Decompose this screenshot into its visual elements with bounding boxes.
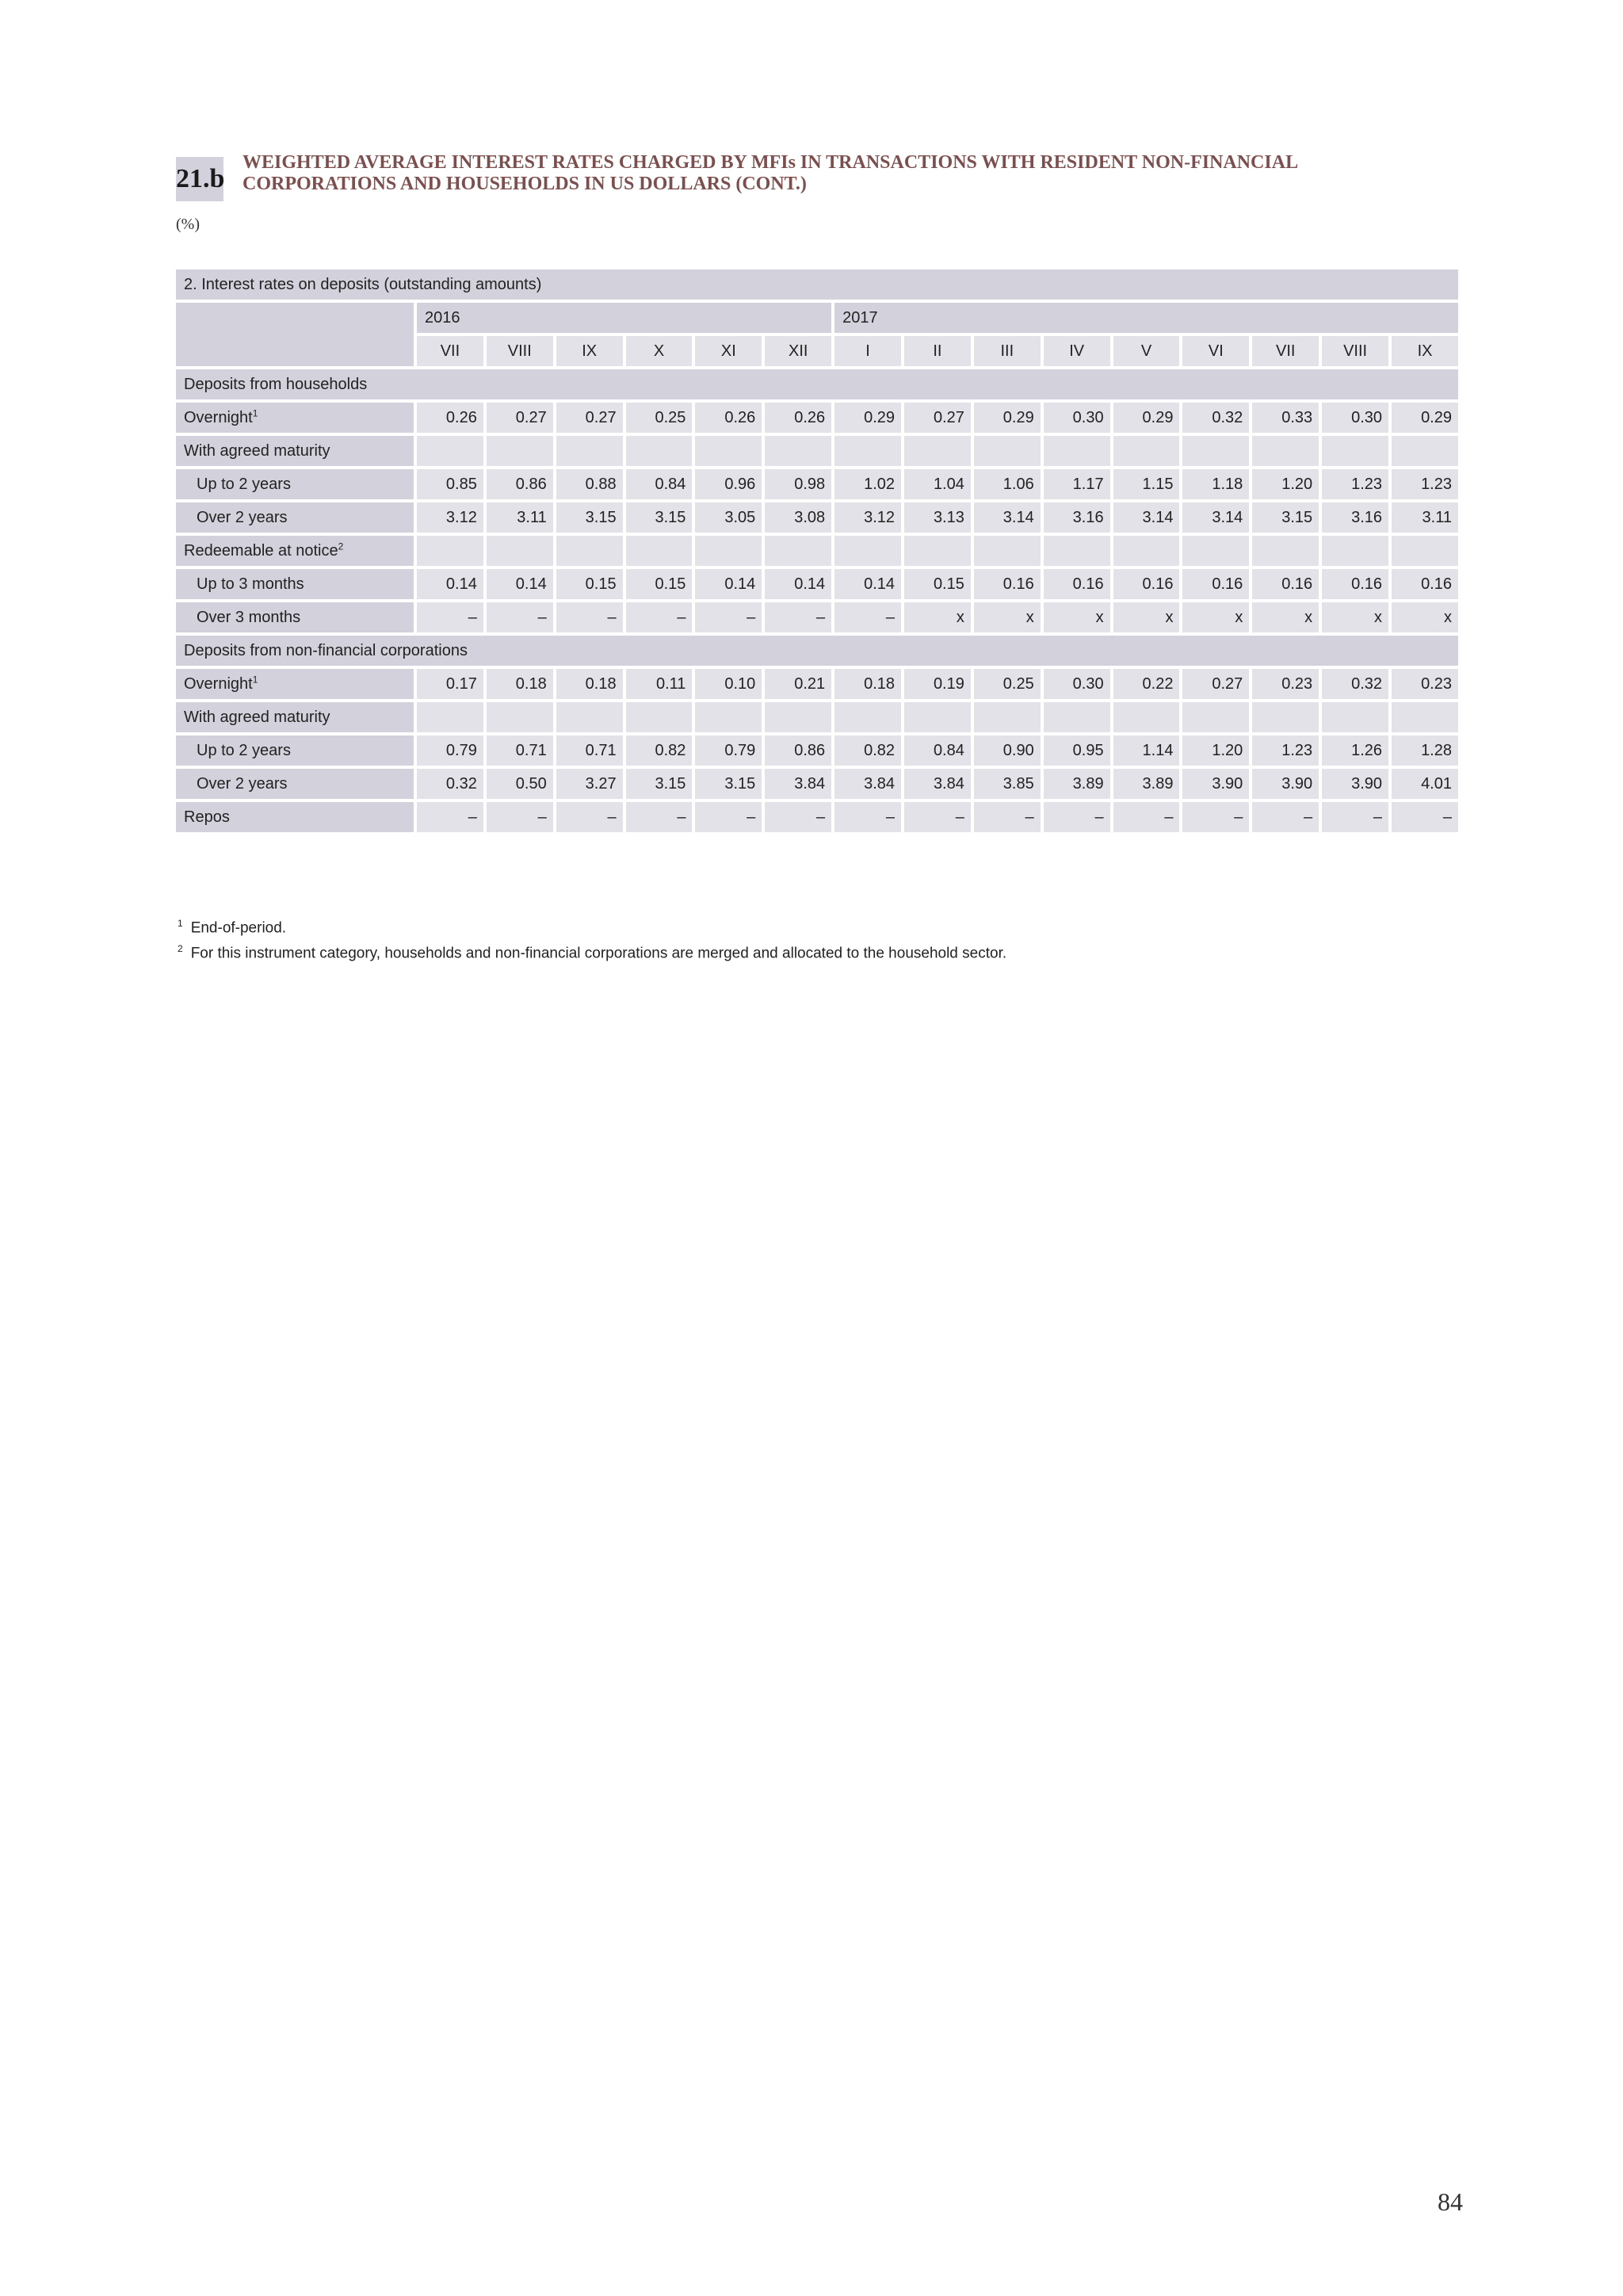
empty-cell: [695, 536, 762, 566]
footnote-1: [178, 913, 1006, 938]
value-cell: 0.23: [1392, 669, 1458, 699]
empty-cell: [626, 436, 693, 466]
empty-cell: [556, 536, 623, 566]
table-title-line-1: WEIGHTED AVERAGE INTEREST RATES CHARGED BY MFIs IN TRANSACTIONS WITH RESIDENT NON-FINANCIAL: [242, 152, 1299, 173]
data-row-households-notice: [176, 536, 1458, 566]
value-cell: –: [904, 802, 971, 832]
value-cell: 3.11: [1392, 502, 1458, 533]
empty-cell: [556, 436, 623, 466]
row-label: [176, 569, 414, 599]
value-cell: 0.11: [626, 669, 693, 699]
value-cell: –: [834, 602, 901, 632]
row-label: [176, 602, 414, 632]
row-label-text: Overnight: [184, 674, 253, 693]
value-cell: 0.15: [904, 569, 971, 599]
value-cell: 0.15: [556, 569, 623, 599]
value-cell: 0.30: [1044, 403, 1110, 433]
value-cell: 3.16: [1322, 502, 1388, 533]
value-cell: 0.71: [556, 735, 623, 766]
value-cell: 1.28: [1392, 735, 1458, 766]
value-cell: 0.19: [904, 669, 971, 699]
empty-cell: [974, 436, 1041, 466]
value-cell: 1.23: [1322, 469, 1388, 499]
empty-cell: [417, 536, 483, 566]
value-cell: –: [417, 602, 483, 632]
row-label: [176, 802, 414, 832]
empty-cell: [1252, 436, 1319, 466]
data-row-households-over3m: [176, 602, 1458, 632]
value-cell: –: [974, 802, 1041, 832]
value-cell: –: [1044, 802, 1110, 832]
value-cell: x: [1113, 602, 1180, 632]
value-cell: 3.14: [974, 502, 1041, 533]
empty-cell: [834, 436, 901, 466]
table-number: 21.b: [176, 157, 223, 201]
value-cell: –: [417, 802, 483, 832]
value-cell: 1.06: [974, 469, 1041, 499]
empty-cell: [487, 536, 553, 566]
value-cell: 3.15: [1252, 502, 1319, 533]
value-cell: 0.16: [974, 569, 1041, 599]
value-cell: 0.21: [765, 669, 831, 699]
value-cell: 0.18: [487, 669, 553, 699]
value-cell: 1.20: [1252, 469, 1319, 499]
empty-cell: [556, 702, 623, 732]
footnote-text: For this instrument category, households and non-financial corporations are merged and allocated to the household sector.: [190, 945, 1007, 962]
value-cell: 1.20: [1182, 735, 1249, 766]
data-row-corporations-over2: [176, 769, 1458, 799]
value-cell: x: [1322, 602, 1388, 632]
value-cell: 0.27: [487, 403, 553, 433]
value-cell: 3.84: [765, 769, 831, 799]
table-title-line-2: CORPORATIONS AND HOUSEHOLDS IN US DOLLARS (CONT.): [242, 174, 807, 194]
value-cell: –: [765, 802, 831, 832]
value-cell: 3.14: [1113, 502, 1180, 533]
value-cell: 0.10: [695, 669, 762, 699]
value-cell: –: [1252, 802, 1319, 832]
value-cell: x: [1392, 602, 1458, 632]
value-cell: 3.89: [1044, 769, 1110, 799]
data-row-households-over2: [176, 502, 1458, 533]
value-cell: 3.89: [1113, 769, 1180, 799]
empty-cell: [1322, 536, 1388, 566]
value-cell: 3.12: [417, 502, 483, 533]
value-cell: –: [834, 802, 901, 832]
empty-cell: [417, 702, 483, 732]
value-cell: 0.30: [1322, 403, 1388, 433]
value-cell: 3.05: [695, 502, 762, 533]
value-cell: 3.15: [626, 502, 693, 533]
month-header: V: [1113, 336, 1180, 366]
data-row-households-up2: [176, 469, 1458, 499]
value-cell: 3.85: [974, 769, 1041, 799]
value-cell: 0.16: [1322, 569, 1388, 599]
empty-cell: [1044, 536, 1110, 566]
value-cell: 0.29: [1392, 403, 1458, 433]
footnote-text: End-of-period.: [190, 919, 287, 937]
data-row-corporations-repos: [176, 802, 1458, 832]
value-cell: 1.14: [1113, 735, 1180, 766]
value-cell: 0.14: [487, 569, 553, 599]
empty-cell: [1182, 702, 1249, 732]
value-cell: 0.32: [417, 769, 483, 799]
value-cell: 0.96: [695, 469, 762, 499]
empty-cell: [1392, 436, 1458, 466]
value-cell: 0.25: [626, 403, 693, 433]
value-cell: x: [1252, 602, 1319, 632]
empty-cell: [1044, 436, 1110, 466]
value-cell: 0.32: [1182, 403, 1249, 433]
empty-cell: [904, 536, 971, 566]
value-cell: 1.26: [1322, 735, 1388, 766]
value-cell: 0.29: [834, 403, 901, 433]
value-cell: 0.86: [765, 735, 831, 766]
value-cell: 0.14: [834, 569, 901, 599]
value-cell: 3.08: [765, 502, 831, 533]
footnote-number: 2: [178, 943, 183, 955]
value-cell: 1.02: [834, 469, 901, 499]
value-cell: 3.90: [1182, 769, 1249, 799]
value-cell: –: [765, 602, 831, 632]
data-row-corporations-up2: [176, 735, 1458, 766]
month-header: VIII: [1322, 336, 1388, 366]
value-cell: 3.90: [1252, 769, 1319, 799]
row-label-text: With agreed maturity: [184, 708, 330, 726]
row-label-text: Over 3 months: [197, 608, 301, 626]
empty-cell: [974, 702, 1041, 732]
value-cell: 0.16: [1182, 569, 1249, 599]
corporations-section-title: Deposits from non-financial corporations: [176, 636, 1458, 666]
value-cell: 0.22: [1113, 669, 1180, 699]
row-label: [176, 769, 414, 799]
row-label-text: Over 2 years: [197, 774, 288, 793]
value-cell: 0.95: [1044, 735, 1110, 766]
value-cell: 0.88: [556, 469, 623, 499]
row-label-text: Repos: [184, 808, 230, 826]
header-corner: [176, 303, 414, 366]
value-cell: x: [904, 602, 971, 632]
corporations-section-title-row: [176, 636, 1458, 666]
value-cell: 0.30: [1044, 669, 1110, 699]
value-cell: 0.26: [417, 403, 483, 433]
value-cell: 0.14: [695, 569, 762, 599]
row-label-text: Over 2 years: [197, 508, 288, 526]
empty-cell: [834, 702, 901, 732]
empty-cell: [904, 436, 971, 466]
value-cell: 1.04: [904, 469, 971, 499]
value-cell: –: [487, 602, 553, 632]
value-cell: –: [556, 602, 623, 632]
row-label: [176, 502, 414, 533]
footnote-marker: 1: [252, 407, 258, 418]
value-cell: 0.32: [1322, 669, 1388, 699]
month-header: IX: [556, 336, 623, 366]
value-cell: –: [1113, 802, 1180, 832]
row-label-text: Up to 2 years: [197, 475, 291, 493]
row-label: [176, 735, 414, 766]
value-cell: 1.15: [1113, 469, 1180, 499]
month-header: I: [834, 336, 901, 366]
value-cell: –: [1392, 802, 1458, 832]
value-cell: 3.16: [1044, 502, 1110, 533]
value-cell: x: [974, 602, 1041, 632]
empty-cell: [1322, 702, 1388, 732]
value-cell: 0.86: [487, 469, 553, 499]
value-cell: 0.71: [487, 735, 553, 766]
value-cell: 0.29: [1113, 403, 1180, 433]
empty-cell: [1182, 536, 1249, 566]
month-header: XII: [765, 336, 831, 366]
value-cell: –: [695, 802, 762, 832]
empty-cell: [904, 702, 971, 732]
month-header: III: [974, 336, 1041, 366]
value-cell: 0.84: [904, 735, 971, 766]
value-cell: 3.84: [904, 769, 971, 799]
value-cell: –: [626, 602, 693, 632]
households-section-title: Deposits from households: [176, 369, 1458, 399]
households-section-title-row: [176, 369, 1458, 399]
empty-cell: [1392, 536, 1458, 566]
value-cell: 0.26: [765, 403, 831, 433]
value-cell: 0.14: [417, 569, 483, 599]
empty-cell: [1322, 436, 1388, 466]
footnote-marker: 2: [338, 540, 344, 552]
value-cell: 0.33: [1252, 403, 1319, 433]
value-cell: 0.90: [974, 735, 1041, 766]
row-label: [176, 536, 414, 566]
value-cell: 0.16: [1113, 569, 1180, 599]
row-label-text: Up to 3 months: [197, 575, 304, 593]
value-cell: 3.11: [487, 502, 553, 533]
value-cell: 1.18: [1182, 469, 1249, 499]
value-cell: 3.15: [626, 769, 693, 799]
value-cell: –: [487, 802, 553, 832]
footnote-number: 1: [178, 918, 183, 929]
value-cell: 3.84: [834, 769, 901, 799]
value-cell: 0.79: [417, 735, 483, 766]
empty-cell: [1044, 702, 1110, 732]
data-row-corporations-agreed: [176, 702, 1458, 732]
value-cell: 0.16: [1392, 569, 1458, 599]
value-cell: 0.29: [974, 403, 1041, 433]
month-header: IV: [1044, 336, 1110, 366]
value-cell: 4.01: [1392, 769, 1458, 799]
value-cell: 3.27: [556, 769, 623, 799]
month-header: XI: [695, 336, 762, 366]
empty-cell: [1113, 536, 1180, 566]
value-cell: 1.23: [1252, 735, 1319, 766]
value-cell: 0.98: [765, 469, 831, 499]
row-label: [176, 436, 414, 466]
year-header-row: [176, 303, 1458, 333]
value-cell: 0.23: [1252, 669, 1319, 699]
empty-cell: [695, 436, 762, 466]
empty-cell: [974, 536, 1041, 566]
empty-cell: [1113, 436, 1180, 466]
month-header: VII: [417, 336, 483, 366]
value-cell: 3.15: [695, 769, 762, 799]
footnote-marker: 1: [252, 673, 258, 685]
empty-cell: [626, 702, 693, 732]
value-cell: 1.17: [1044, 469, 1110, 499]
row-label: [176, 469, 414, 499]
value-cell: 3.13: [904, 502, 971, 533]
value-cell: x: [1044, 602, 1110, 632]
data-row-corporations-overnight: [176, 669, 1458, 699]
row-label-text: Up to 2 years: [197, 741, 291, 759]
value-cell: 0.18: [556, 669, 623, 699]
month-header: VI: [1182, 336, 1249, 366]
footnotes: [178, 913, 1006, 965]
value-cell: –: [1322, 802, 1388, 832]
value-cell: 0.17: [417, 669, 483, 699]
empty-cell: [487, 436, 553, 466]
value-cell: –: [556, 802, 623, 832]
empty-cell: [765, 536, 831, 566]
empty-cell: [1252, 702, 1319, 732]
data-row-households-overnight: [176, 403, 1458, 433]
month-header: VII: [1252, 336, 1319, 366]
interest-rate-table: [173, 266, 1461, 835]
value-cell: 0.50: [487, 769, 553, 799]
month-header: X: [626, 336, 693, 366]
empty-cell: [1113, 702, 1180, 732]
empty-cell: [1392, 702, 1458, 732]
value-cell: 0.16: [1252, 569, 1319, 599]
value-cell: 0.16: [1044, 569, 1110, 599]
empty-cell: [765, 702, 831, 732]
empty-cell: [834, 536, 901, 566]
value-cell: –: [695, 602, 762, 632]
year-header: 2017: [834, 303, 1458, 333]
unit-label: (%): [176, 216, 200, 233]
value-cell: 0.25: [974, 669, 1041, 699]
footnote-2: [178, 938, 1006, 964]
value-cell: 0.26: [695, 403, 762, 433]
value-cell: 0.84: [626, 469, 693, 499]
empty-cell: [487, 702, 553, 732]
empty-cell: [695, 702, 762, 732]
section-title-row: [176, 269, 1458, 300]
row-label: [176, 669, 414, 699]
empty-cell: [1182, 436, 1249, 466]
value-cell: 3.12: [834, 502, 901, 533]
value-cell: 3.15: [556, 502, 623, 533]
value-cell: –: [1182, 802, 1249, 832]
interest-rate-table-container: [176, 266, 1458, 835]
value-cell: –: [626, 802, 693, 832]
row-label-text: Redeemable at notice: [184, 541, 338, 560]
data-row-households-agreed: [176, 436, 1458, 466]
value-cell: 0.85: [417, 469, 483, 499]
section-title: 2. Interest rates on deposits (outstanding amounts): [176, 269, 1458, 300]
table-title: [242, 152, 1463, 195]
empty-cell: [417, 436, 483, 466]
year-header: 2016: [417, 303, 831, 333]
data-row-households-up3m: [176, 569, 1458, 599]
row-label: [176, 403, 414, 433]
value-cell: 3.90: [1322, 769, 1388, 799]
value-cell: 0.14: [765, 569, 831, 599]
value-cell: 0.18: [834, 669, 901, 699]
empty-cell: [765, 436, 831, 466]
month-header: IX: [1392, 336, 1458, 366]
value-cell: 0.27: [904, 403, 971, 433]
value-cell: 3.14: [1182, 502, 1249, 533]
page-number: 84: [1438, 2187, 1463, 2216]
empty-cell: [626, 536, 693, 566]
month-header: II: [904, 336, 971, 366]
empty-cell: [1252, 536, 1319, 566]
value-cell: 0.27: [1182, 669, 1249, 699]
value-cell: 0.27: [556, 403, 623, 433]
month-header: VIII: [487, 336, 553, 366]
row-label-text: Overnight: [184, 408, 253, 426]
row-label: [176, 702, 414, 732]
value-cell: x: [1182, 602, 1249, 632]
row-label-text: With agreed maturity: [184, 441, 330, 460]
value-cell: 0.82: [834, 735, 901, 766]
value-cell: 0.79: [695, 735, 762, 766]
value-cell: 0.82: [626, 735, 693, 766]
value-cell: 1.23: [1392, 469, 1458, 499]
value-cell: 0.15: [626, 569, 693, 599]
